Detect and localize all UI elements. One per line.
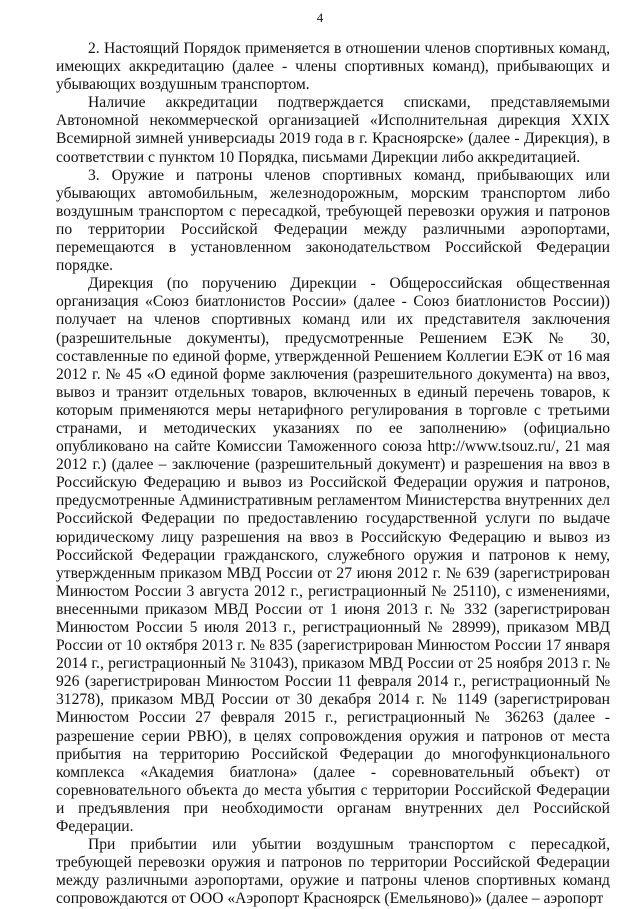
paragraph-accreditation: Наличие аккредитации подтверждается списками, представляемыми Автономной некоммерческой организацией «Исполнительная дирекция XXIX Всемирной зимней универсиады 2019 года в г. Красноярске» (далее - Дирекция), в соответствии с пунктом 10 Порядка, письмами Дирекции либо аккредитацией. [56,94,610,166]
page-number: 4 [316,10,324,25]
paragraph-clause-2: 2. Настоящий Порядок применяется в отношении членов спортивных команд, имеющих аккредитацию (далее - члены спортивных команд), прибывающих и убывающих воздушным транспортом. [56,40,610,94]
paragraph-clause-3: 3. Оружие и патроны членов спортивных команд, прибывающих или убывающих автомобильным, железнодорожным, морским транспортом либо воздушным транспортом с пересадкой, требующей перевозки оружия и патронов по территории Российской Федерации между различными аэропортами, перемещаются в установленном законодательством Российской Федерации порядке. [56,166,610,275]
paragraph-directorate: Дирекция (по поручению Дирекции - Общероссийская общественная организация «Союз биатлонистов России» (далее - Союз биатлонистов России)) получает на членов спортивных команд или их представителя заключения (разрешительные документы), предусмотренные Решением ЕЭК № 30, составленные по единой форме, утвержденной Решением Коллегии ЕЭК от 16 мая 2012 г. № 45 «О единой форме заключения (разрешительного документа) на ввоз, вывоз и транзит отдельных товаров, включенных в единый перечень товаров, к которым применяются меры нетарифного регулирования в торговле с третьими странами, и методических указаниях по ее заполнению» (официально опубликовано на сайте Комиссии Таможенного союза http://www.tsouz.ru/, 21 мая 2012 г.) (далее – заключение (разрешительный документ) и разрешения на ввоз в Российскую Федерацию и вывоз из Российской Федерации оружия и патронов, предусмотренные Административным регламентом Министерства внутренних дел Российской Федерации по предоставлению государственной услуги по выдаче юридическому лицу разрешения на ввоз в Российскую Федерацию и вывоз из Российской Федерации гражданского, служебного оружия и патронов к нему, утвержденным приказом МВД России от 27 июня 2012 г. № 639 (зарегистрирован Минюстом России 3 августа 2012 г., регистрационный № 25110), с изменениями, внесенными приказом МВД России от 1 июня 2013 г. № 332 (зарегистрирован Минюстом России 5 июля 2013 г., регистрационный № 28999), приказом МВД России от 10 октября 2013 г. № 835 (зарегистрирован Минюстом России 17 января 2014 г., регистрационный № 31043), приказом МВД России от 25 ноября 2013 г. № 926 (зарегистрирован Минюстом России 11 февраля 2014 г., регистрационный № 31278), приказом МВД России от 30 декабря 2014 г. № 1149 (зарегистрирован Минюстом России 27 февраля 2015 г., регистрационный № 36263 (далее - разрешение серии РВЮ), в целях сопровождения оружия и патронов от места прибытия на территорию Российской Федерации до многофункционального комплекса «Академия биатлона» (далее - соревновательный объект) от соревновательного объекта до места убытия с территории Российской Федерации и предъявления при необходимости органам внутренних дел Российской Федерации. [56,275,610,836]
paragraph-air-transfer: При прибытии или убытии воздушным транспортом с пересадкой, требующей перевозки оружия и патронов по территории Российской Федерации между различными аэропортами, оружие и патроны членов спортивных команд сопровождаются от ООО «Аэропорт Красноярск (Емельяново)» (далее – аэропорт [56,836,610,908]
document-body [56,40,610,909]
